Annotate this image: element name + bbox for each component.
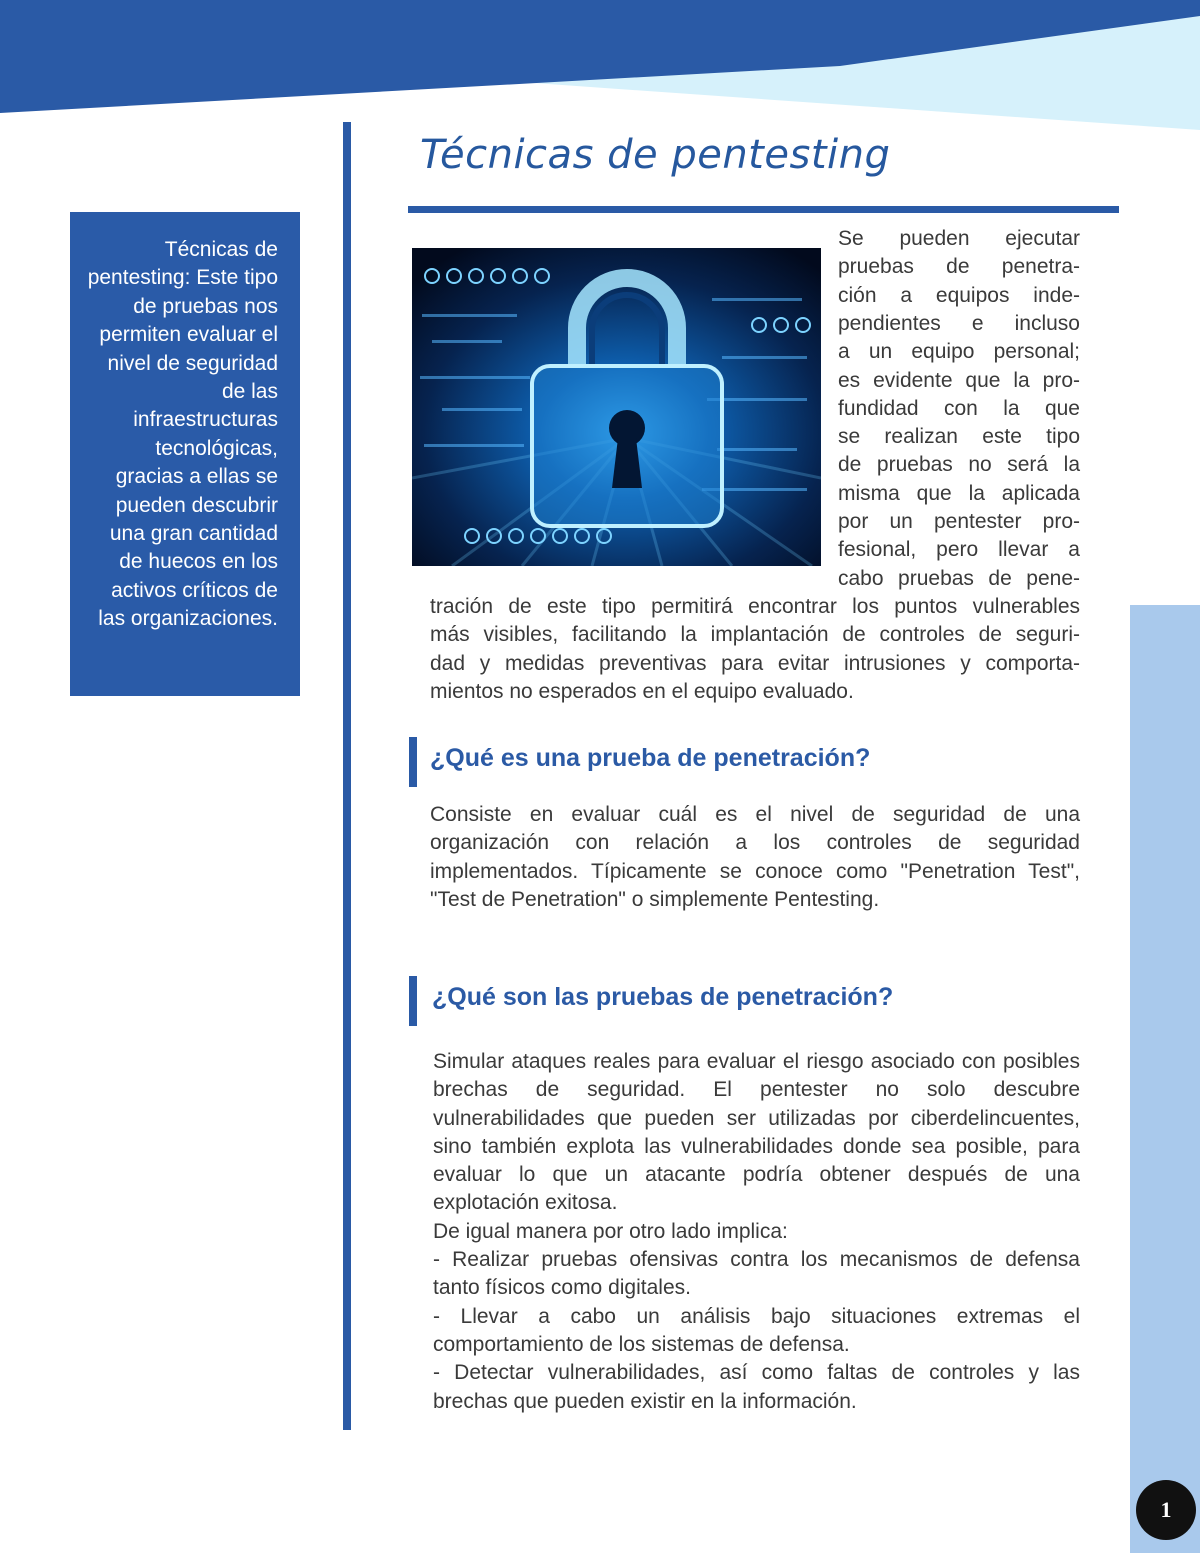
intro-side-line: pruebas de penetra- <box>838 255 1080 279</box>
section1-heading: ¿Qué es una prueba de penetración? <box>430 744 871 772</box>
sidebar-note-text: Técnicas de pentesting: Este tipo de pruebas nos permiten evaluar el nivel de seguridad de las infraestructuras tecnológicas, gracias a ellas se pueden descubrir una gran cantidad de huecos en los activos críticos de las organizaciones. <box>87 238 278 631</box>
section2-body <box>433 1048 1080 1416</box>
header-banner <box>0 0 1200 135</box>
right-decorative-strip <box>1130 605 1200 1553</box>
title-underline <box>408 206 1119 213</box>
intro-side-line: de pruebas no será la <box>838 453 1080 477</box>
intro-side-line: es evidente que la pro- <box>838 368 1080 392</box>
vertical-divider <box>343 122 351 1430</box>
section1-body <box>430 801 1080 914</box>
intro-main-line: tración de este tipo permitirá encontrar los puntos vulnerables <box>430 594 1080 618</box>
section2-accent-bar <box>409 976 417 1026</box>
intro-main-line: dad y medidas preventivas para evitar intrusiones y comporta- <box>430 651 1080 675</box>
section2-paragraph: De igual manera por otro lado implica: <box>433 1219 788 1243</box>
section1-paragraph: Consiste en evaluar cuál es el nivel de seguridad de una organización con relación a los controles de seguridad implementados. Típicamente se conoce como "Penetration Test", "Test de Penetration" o simplemente Pentesting. <box>430 803 1080 911</box>
sidebar-note-box <box>70 212 300 696</box>
intro-main-line: mientos no esperados en el equipo evaluado. <box>430 679 854 703</box>
intro-side-line: pendientes e incluso <box>838 311 1080 335</box>
section2-paragraph: Simular ataques reales para evaluar el riesgo asociado con posibles brechas de seguridad. El pentester no solo descubre vulnerabilidades que pueden ser utilizadas por ciberdelincuentes, sino también explota las vulnerabilidades donde sea posible, para evaluar lo que un atacante podría obtener después de una explotación exitosa. <box>433 1050 1080 1215</box>
intro-side-line: fundidad con la que <box>838 396 1080 420</box>
section2-heading: ¿Qué son las pruebas de penetración? <box>432 983 894 1011</box>
intro-side-line: cabo pruebas de pene- <box>838 566 1080 590</box>
intro-side-line: se realizan este tipo <box>838 425 1080 449</box>
section2-list-item: - Detectar vulnerabilidades, así como faltas de controles y las brechas que pueden existir en la información. <box>433 1361 1080 1413</box>
page-title: Técnicas de pentesting <box>420 132 891 178</box>
intro-main-line: más visibles, facilitando la implantación de controles de seguri- <box>430 623 1080 647</box>
section2-list-item: - Realizar pruebas ofensivas contra los mecanismos de defensa tanto físicos como digitales. <box>433 1248 1080 1300</box>
intro-side-line: fesional, pero llevar a <box>838 538 1080 562</box>
intro-side-line: a un equipo personal; <box>838 340 1080 364</box>
intro-side-line: misma que la aplicada <box>838 481 1080 505</box>
intro-side-line: ción a equipos inde- <box>838 283 1080 307</box>
section1-accent-bar <box>409 737 417 787</box>
page-number-badge: 1 <box>1136 1480 1196 1540</box>
section2-list-item: - Llevar a cabo un análisis bajo situaciones extremas el comportamiento de los sistemas de defensa. <box>433 1304 1080 1356</box>
padlock-hero-image <box>412 248 821 566</box>
intro-side-line: Se pueden ejecutar <box>838 227 1080 250</box>
intro-side-line: por un pentester pro- <box>838 510 1080 533</box>
